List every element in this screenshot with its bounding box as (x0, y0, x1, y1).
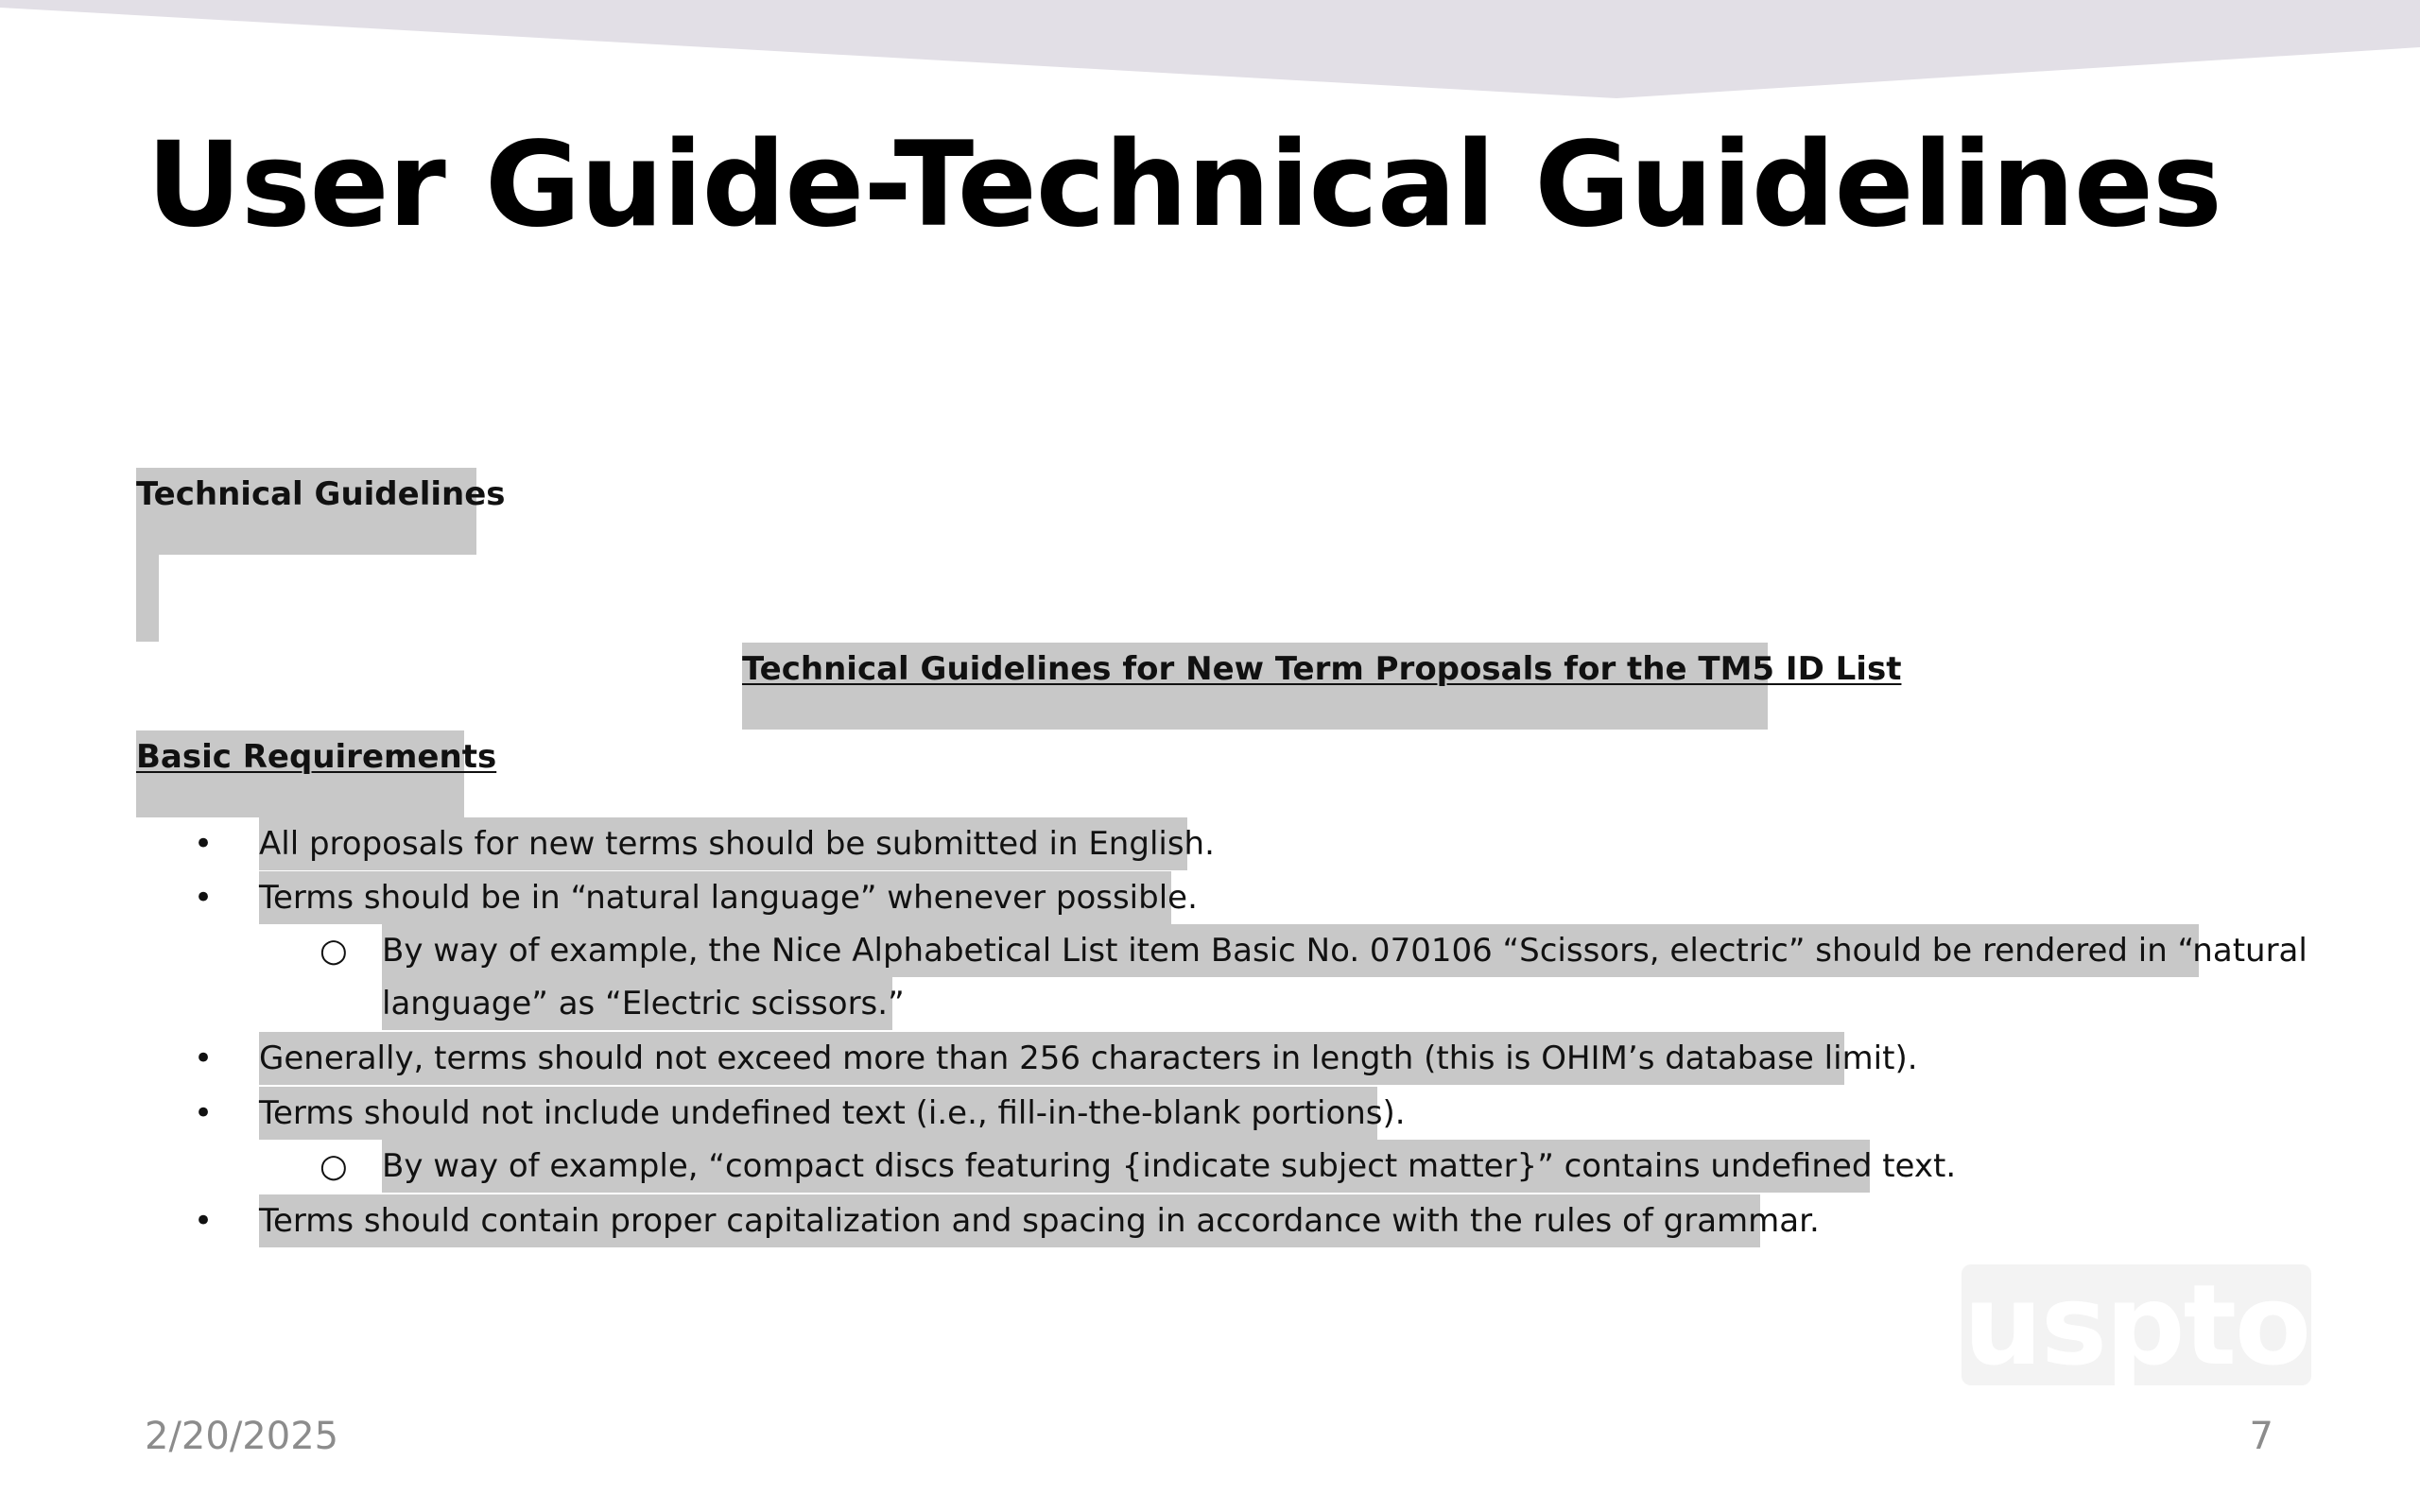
bullet-text-line: By way of example, the Nice Alphabetical List item Basic No. 070106 “Scissors, electric” should be rendered in “natural (382, 932, 2308, 970)
subheading-text: Basic Requirements (136, 738, 497, 776)
bullet-text: Terms should contain proper capitalization and spacing in accordance with the rules of grammar. (259, 1202, 1820, 1240)
centered-heading (742, 643, 1902, 730)
bullet-icon: • (194, 879, 214, 917)
footer-date: 2/20/2025 (145, 1415, 339, 1458)
bullet-icon: • (194, 825, 214, 863)
bullet-text-line: language” as “Electric scissors.” (382, 985, 905, 1022)
top-decorative-band (0, 0, 2420, 104)
uspto-logo: uspto (1962, 1260, 2310, 1390)
page-number: 7 (2249, 1415, 2273, 1458)
bullet-text: Generally, terms should not exceed more than 256 characters in length (this is OHIM’s database limit). (259, 1040, 1918, 1077)
slide-title: User Guide-Technical Guidelines (147, 117, 2221, 253)
bullet-text: Terms should be in “natural language” whenever possible. (259, 879, 1198, 917)
highlight-stub (136, 555, 159, 642)
circle-bullet-icon: ○ (320, 932, 348, 970)
section-label-text: Technical Guidelines (136, 475, 506, 513)
centered-heading-text: Technical Guidelines for New Term Proposals for the TM5 ID List (742, 650, 1902, 688)
bullet-icon: • (194, 1202, 214, 1240)
bullet-text: Terms should not include undefined text (i.e., fill-in-the-blank portions). (259, 1094, 1406, 1132)
bullet-icon: • (194, 1094, 214, 1132)
circle-bullet-icon: ○ (320, 1147, 348, 1185)
bullet-text: All proposals for new terms should be submitted in English. (259, 825, 1215, 863)
bullet-text: By way of example, “compact discs featuring {indicate subject matter}” contains undefined text. (382, 1147, 1957, 1185)
section-label (136, 468, 506, 555)
subheading (136, 730, 497, 817)
bullet-icon: • (194, 1040, 214, 1077)
